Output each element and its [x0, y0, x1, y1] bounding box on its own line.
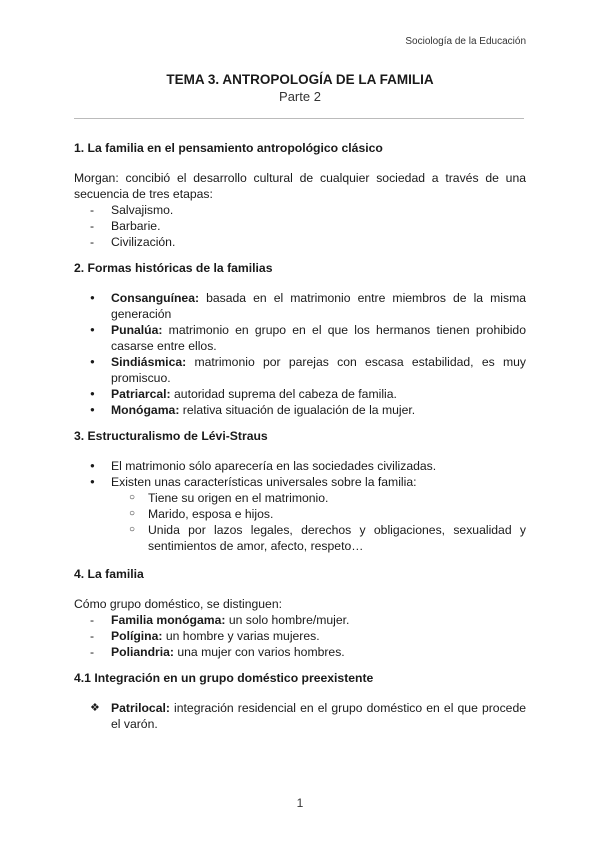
title-divider — [74, 118, 524, 119]
list-item: - Barbarie. — [74, 218, 526, 234]
section-heading-3: 3. Estructuralismo de Lévi-Straus — [74, 429, 268, 443]
section-heading-2: 2. Formas históricas de la familias — [74, 261, 273, 275]
list-item: - Civilización. — [74, 234, 526, 250]
section-4-intro: Cómo grupo doméstico, se distinguen: — [74, 597, 282, 611]
list-item: ● Monógama: relativa situación de igualación de la mujer. — [74, 402, 526, 418]
list-item: - Familia monógama: un solo hombre/mujer. — [74, 612, 526, 628]
list-item: ● Sindiásmica: matrimonio por parejas con escasa estabilidad, es muy promiscuo. — [74, 354, 526, 386]
sub-list-item: ○ Marido, esposa e hijos. — [111, 506, 526, 522]
document-title: TEMA 3. ANTROPOLOGÍA DE LA FAMILIA — [166, 72, 434, 87]
residence-list — [74, 700, 526, 732]
sub-list-item: ○ Tiene su origen en el matrimonio. — [111, 490, 526, 506]
list-item: - Salvajismo. — [74, 202, 526, 218]
section-heading-1: 1. La familia en el pensamiento antropológico clásico — [74, 141, 383, 155]
list-item: - Poliandria: una mujer con varios hombres. — [74, 644, 526, 660]
sub-list-item: ○ Unida por lazos legales, derechos y obligaciones, sexualidad y sentimientos de amor, afecto, respeto… — [111, 522, 526, 554]
domestic-group-list — [74, 612, 526, 660]
structuralism-list — [74, 458, 526, 554]
stages-list — [74, 202, 526, 250]
page-number: 1 — [296, 796, 304, 810]
list-item: ● Existen unas características universales sobre la familia: ○ Tiene su origen en el matrimonio. ○ Marido, esposa e hijos. ○ Unida por lazos legales, derechos y obligaciones, sexualidad y sentimientos de amor, afecto, respeto… — [74, 474, 526, 554]
list-item: - Polígina: un hombre y varias mujeres. — [74, 628, 526, 644]
running-header: Sociología de la Educación — [405, 36, 526, 47]
sub-list — [111, 490, 526, 554]
list-item: ❖ Patrilocal: integración residencial en el grupo doméstico en el que procede el varón. — [74, 700, 526, 732]
family-forms-list — [74, 290, 526, 418]
section-1-intro: Morgan: concibió el desarrollo cultural de cualquier sociedad a través de una secuencia de tres etapas: — [74, 171, 526, 201]
document-body — [74, 140, 526, 732]
list-item: ● Consanguínea: basada en el matrimonio entre miembros de la misma generación — [74, 290, 526, 322]
document-subtitle: Parte 2 — [279, 89, 321, 104]
list-item: ● El matrimonio sólo aparecería en las sociedades civilizadas. — [74, 458, 526, 474]
list-item: ● Punalúa: matrimonio en grupo en el que los hermanos tienen prohibido casarse entre ellos. — [74, 322, 526, 354]
list-item: ● Patriarcal: autoridad suprema del cabeza de familia. — [74, 386, 526, 402]
section-heading-4: 4. La familia — [74, 567, 144, 581]
section-heading-4-1: 4.1 Integración en un grupo doméstico preexistente — [74, 671, 374, 685]
